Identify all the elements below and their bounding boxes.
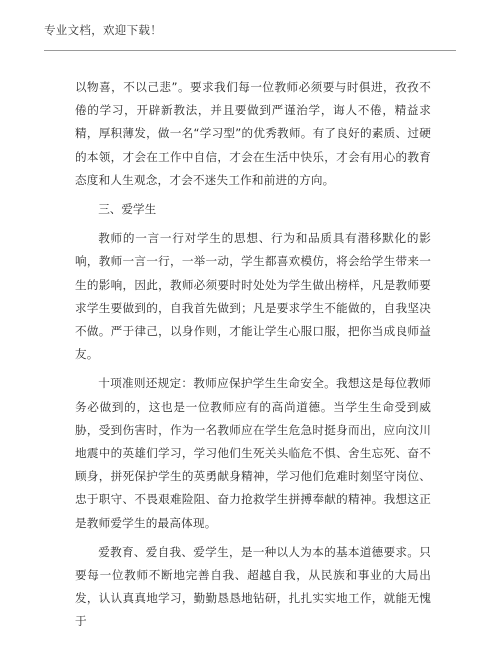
paragraph-teacher-example: 教师的一言一行对学生的思想、行为和品质具有潜移默化的影响，教师一言一行，一举一动，学生都喜欢模仿，将会给学生带来一生的影响，因此，教师必须要时时处处为学生做出榜样，凡是教师要求学生要做到的，自我首先做到；凡是要求学生不能做的，自我坚决不做。严于律己，以身作则，才能让学生心服口服，把你当成良师益友。: [75, 231, 431, 362]
section-heading: 三、爱学生: [98, 202, 157, 217]
header-divider: [44, 50, 456, 51]
document-body: [75, 76, 431, 634]
page-header: 专业文档，欢迎下载！: [44, 23, 162, 37]
paragraph-love-education: 爱教育、爱自我、爱学生，是一种以人为本的基本道德要求。只要每一位教师不断地完善自我、超越自我，从民族和事业的大局出发，认认真真地学习，勤勤恳恳地钻研，扎扎实实地工作，就能无愧于: [75, 544, 431, 629]
paragraph-continuation: 以物喜，不以己悲”。要求我们每一位教师必须要与时俱进，孜孜不倦的学习，开辟新教法，并且要做到严谨治学，诲人不倦，精益求精，厚积薄发，做一名“学习型”的优秀教师。有了良好的素质、过硬的本领，才会在工作中自信，才会在生活中快乐，才会有用心的教育态度和人生观念，才会不迷失工作和前进的方向。: [75, 80, 431, 187]
paragraph-protect-students: 十项准则还规定：教师应保护学生生命安全。我想这是每位教师务必做到的，这也是一位教师应有的高尚道德。当学生生命受到威胁，受到伤害时，作为一名教师应在学生危急时挺身而出，应向汶川地震中的英雄们学习，学习他们生死关头临危不惧、舍生忘死、奋不顾身，拼死保护学生的英勇献身精神，学习他们危难时刻坚守岗位、忠于职守、不畏艰难险阻、奋力抢救学生拼搏奉献的精神。我想这正是教师爱学生的最高体现。: [75, 376, 431, 530]
